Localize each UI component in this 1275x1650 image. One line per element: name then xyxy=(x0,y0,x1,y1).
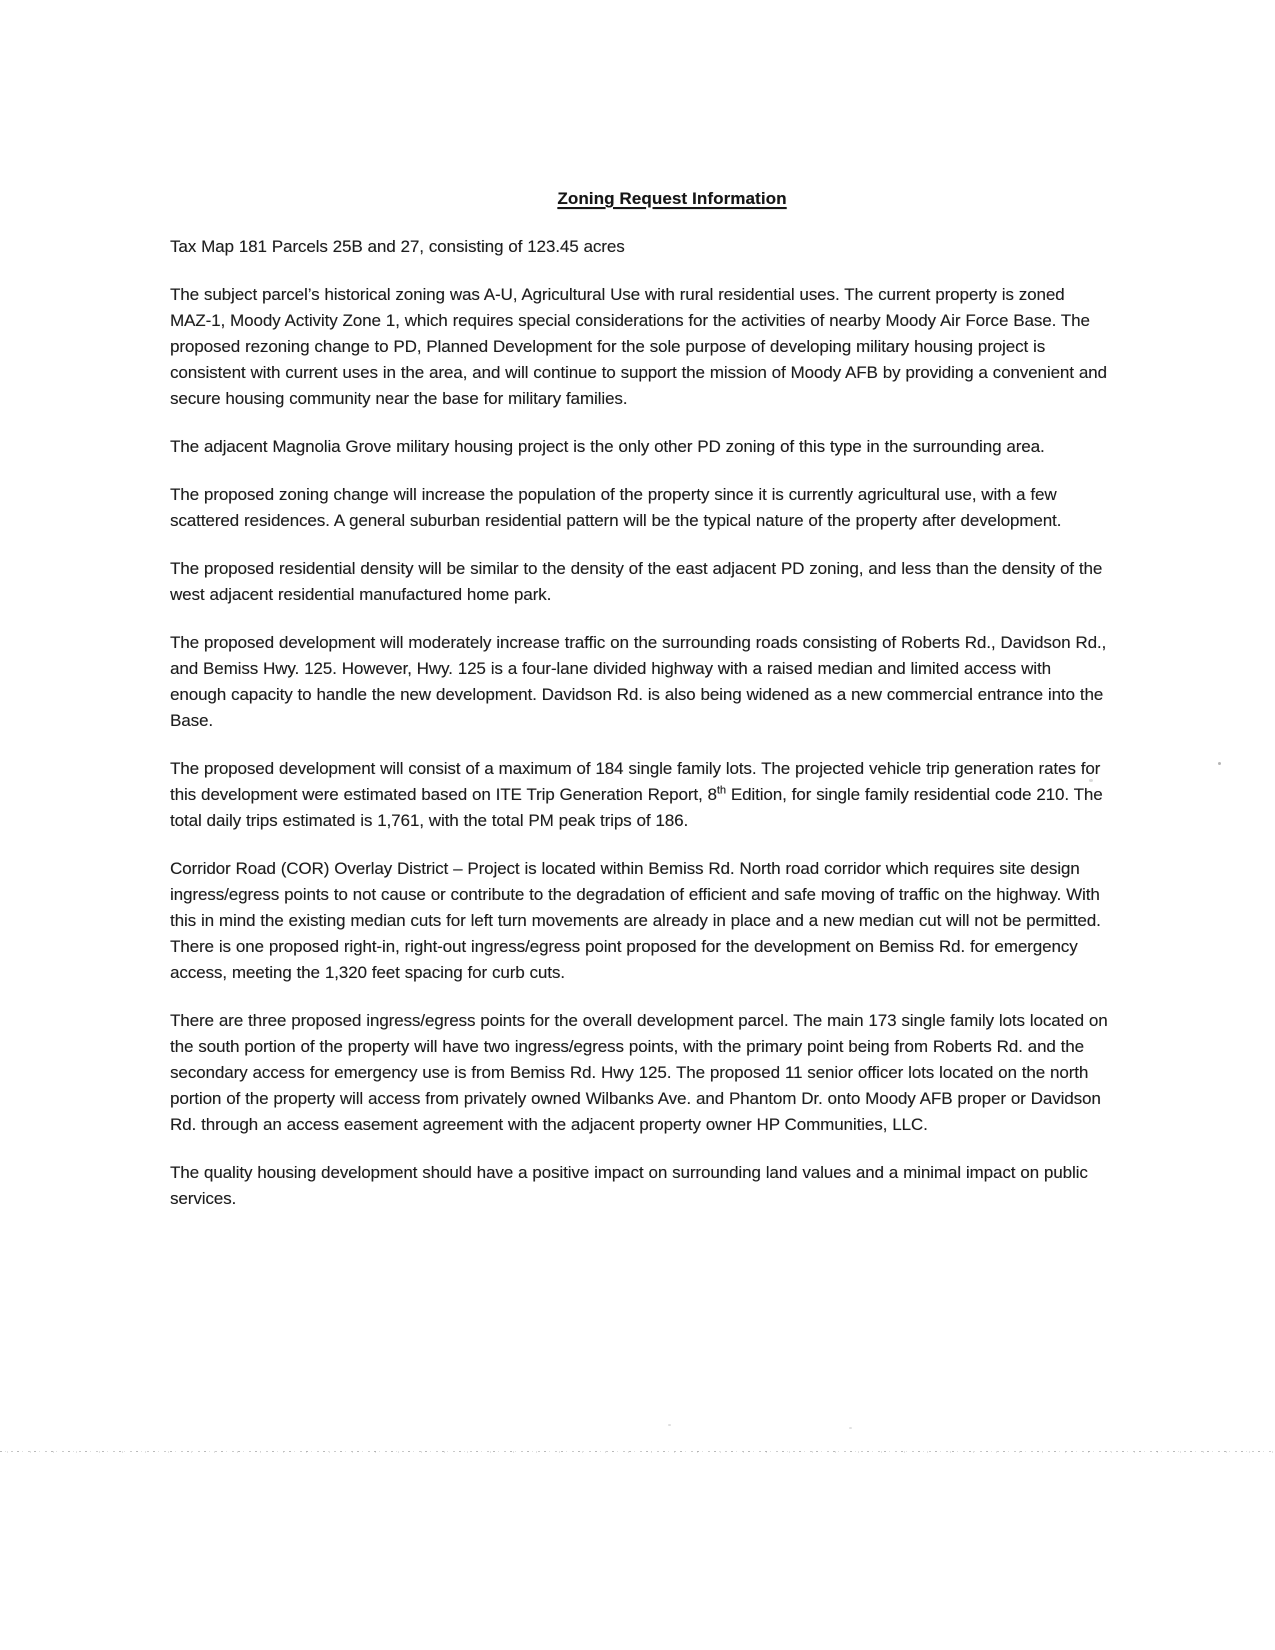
paragraph-population-change: The proposed zoning change will increase the population of the property since it is currently agricultural use, with a few scattered residences. A general suburban residential pattern will be the typical nature of the property after development. xyxy=(170,485,1062,530)
scan-speck xyxy=(668,1424,671,1426)
trip-generation-text-before-superscript: The proposed development will consist of a maximum of 184 single family lots. The projected vehicle trip generation rates for this development were estimated based on ITE Trip Generation Report, 8 xyxy=(170,759,1101,804)
trip-generation-text-after-superscript: Edition, for single family residential code 210. The total daily trips estimated is 1,761, with the total PM peak trips of 186. xyxy=(170,785,1103,830)
paragraph-magnolia-grove: The adjacent Magnolia Grove military housing project is the only other PD zoning of this type in the surrounding area. xyxy=(170,437,1045,456)
scan-speck xyxy=(1218,762,1221,765)
document-title: Zoning Request Information xyxy=(557,189,787,208)
paragraph-trip-generation xyxy=(170,756,1110,834)
scan-speck xyxy=(1089,779,1093,782)
paragraph-historical-zoning: The subject parcel’s historical zoning was A-U, Agricultural Use with rural residential uses. The current property is zoned MAZ-1, Moody Activity Zone 1, which requires special considerations for the activities of nearby Moody Air Force Base. The proposed rezoning change to PD, Planned Development for the sole purpose of developing military housing project is consistent with current uses in the area, and will continue to support the mission of Moody AFB by providing a convenient and secure housing community near the base for military families. xyxy=(170,285,1107,408)
scan-artifact-line xyxy=(0,1451,1275,1453)
paragraph-traffic-impact: The proposed development will moderately increase traffic on the surrounding roads consisting of Roberts Rd., Davidson Rd., and Bemiss Hwy. 125. However, Hwy. 125 is a four-lane divided highway with a raised median and limited access with enough capacity to handle the new development. Davidson Rd. is also being widened as a new commercial entrance into the Base. xyxy=(170,633,1107,730)
paragraph-ingress-egress-points: There are three proposed ingress/egress points for the overall development parcel. The main 173 single family lots located on the south portion of the property will have two ingress/egress points, with the primary point being from Roberts Rd. and the secondary access for emergency use is from Bemiss Rd. Hwy 125. The proposed 11 senior officer lots located on the north portion of the property will access from privately owned Wilbanks Ave. and Phantom Dr. onto Moody AFB proper or Davidson Rd. through an access easement agreement with the adjacent property owner HP Communities, LLC. xyxy=(170,1011,1108,1134)
paragraph-residential-density: The proposed residential density will be similar to the density of the east adjacent PD zoning, and less than the density of the west adjacent residential manufactured home park. xyxy=(170,559,1103,604)
paragraph-land-values: The quality housing development should have a positive impact on surrounding land values and a minimal impact on public services. xyxy=(170,1163,1088,1208)
scan-speck xyxy=(849,1427,852,1429)
ordinal-superscript: th xyxy=(716,784,726,797)
paragraph-corridor-overlay: Corridor Road (COR) Overlay District – Project is located within Bemiss Rd. North road corridor which requires site design ingress/egress points to not cause or contribute to the degradation of efficient and safe moving of traffic on the highway. With this in mind the existing median cuts for left turn movements are already in place and a new median cut will not be permitted. There is one proposed right-in, right-out ingress/egress point proposed for the development on Bemiss Rd. for emergency access, meeting the 1,320 feet spacing for curb cuts. xyxy=(170,859,1101,982)
paragraph-tax-map: Tax Map 181 Parcels 25B and 27, consisting of 123.45 acres xyxy=(170,237,625,256)
